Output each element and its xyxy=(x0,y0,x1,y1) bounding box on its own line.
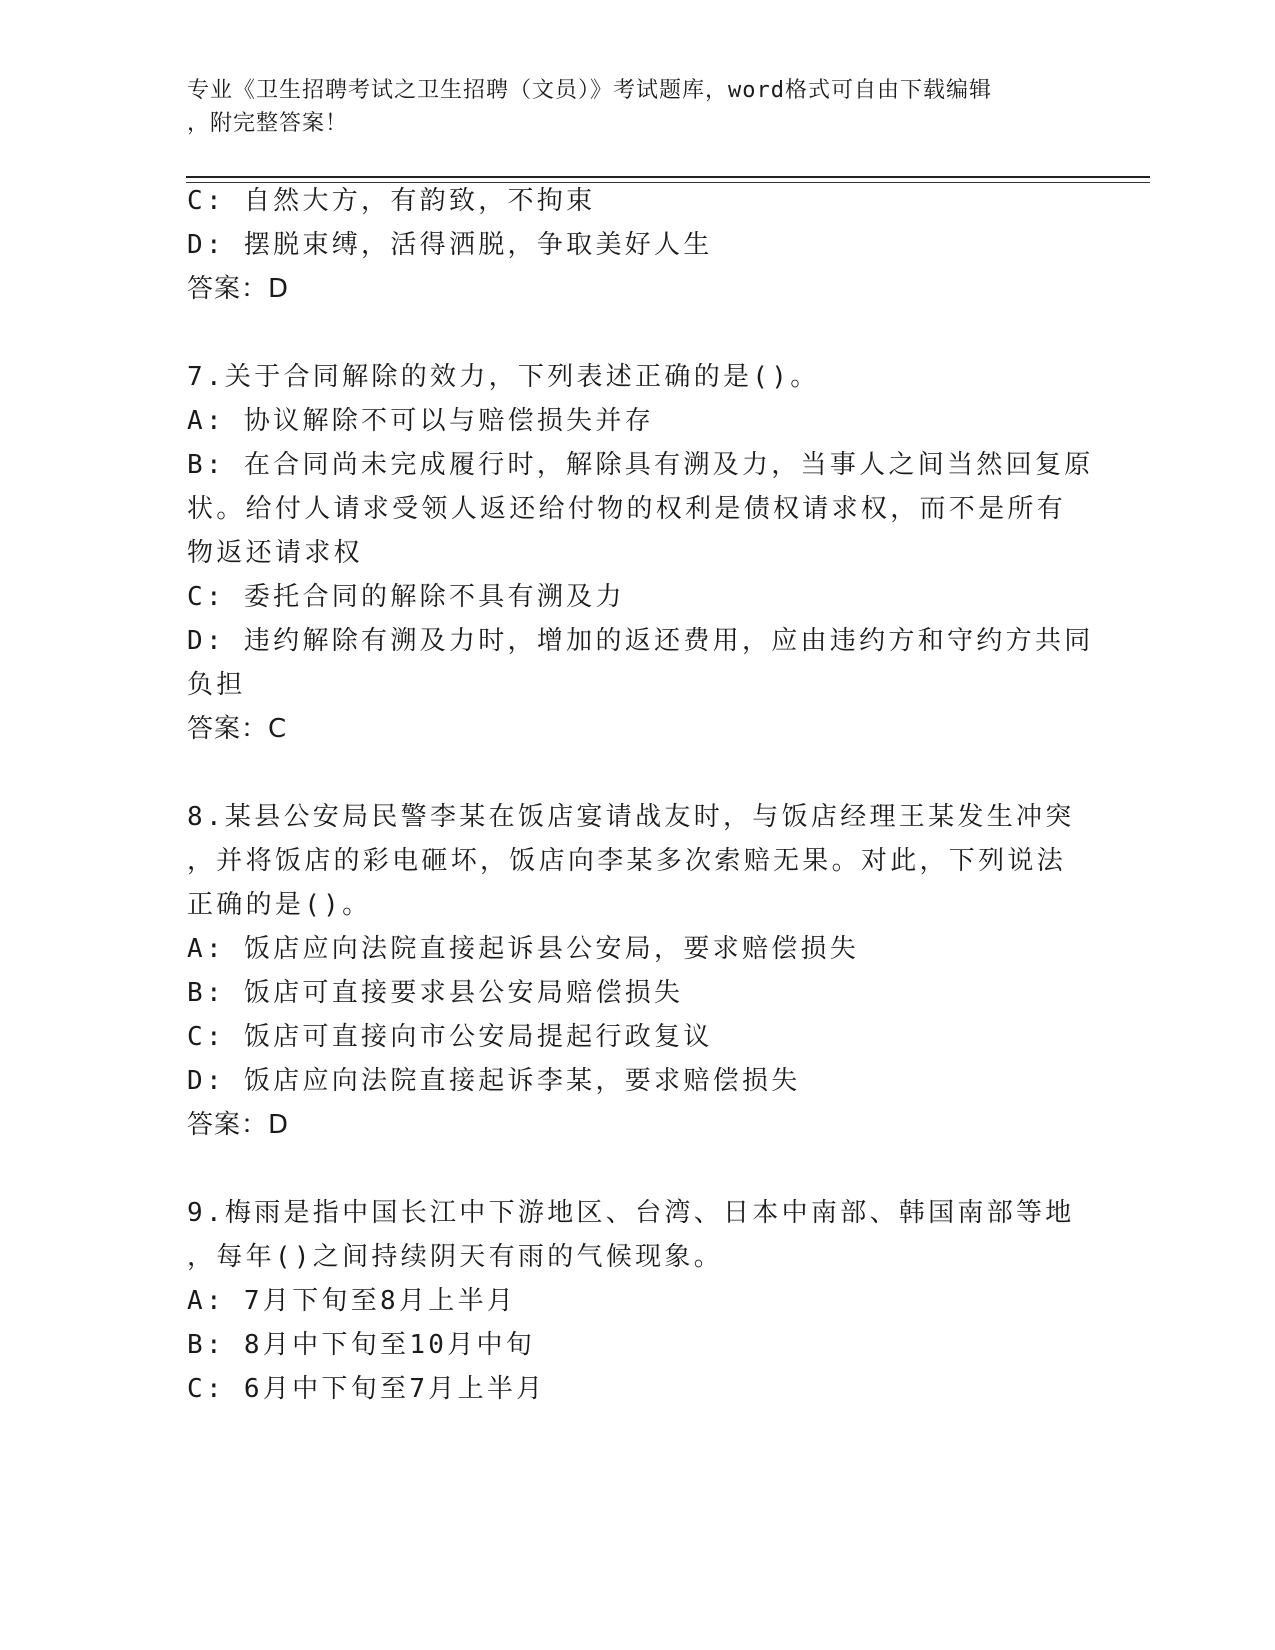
question-7-option-a: A: 协议解除不可以与赔偿损失并存 xyxy=(187,406,655,436)
header-divider-thick xyxy=(186,176,1150,178)
question-8-stem-line-2: ，并将饭店的彩电砸坏，饭店向李某多次索赔无果。对此，下列说法 xyxy=(187,846,1067,876)
question-7-answer: 答案：C xyxy=(187,714,288,744)
question-7-option-b-line-2: 状。给付人请求受领人返还给付物的权利是债权请求权，而不是所有 xyxy=(187,494,1067,524)
question-8-option-b: B: 饭店可直接要求县公安局赔偿损失 xyxy=(187,978,684,1008)
question-8-stem-line-1: 8.某县公安局民警李某在饭店宴请战友时，与饭店经理王某发生冲突 xyxy=(187,802,1075,832)
question-9-stem-line-2: ，每年()之间持续阴天有雨的气候现象。 xyxy=(187,1242,724,1272)
question-8-option-a: A: 饭店应向法院直接起诉县公安局，要求赔偿损失 xyxy=(187,934,860,964)
question-7-stem: 7.关于合同解除的效力，下列表述正确的是()。 xyxy=(187,362,820,392)
option-d: D: 摆脱束缚，活得洒脱，争取美好人生 xyxy=(187,230,713,260)
question-8-option-c: C: 饭店可直接向市公安局提起行政复议 xyxy=(187,1022,713,1052)
question-7-option-b-line-3: 物返还请求权 xyxy=(187,538,363,568)
header-line-1: 专业《卫生招聘考试之卫生招聘（文员）》考试题库，word格式可自由下载编辑 xyxy=(187,78,992,103)
header-line-2: ，附完整答案！ xyxy=(187,111,349,136)
question-8-stem-line-3: 正确的是()。 xyxy=(187,890,372,920)
question-9-stem-line-1: 9.梅雨是指中国长江中下游地区、台湾、日本中南部、韩国南部等地 xyxy=(187,1198,1075,1228)
question-9-option-b: B: 8月中下旬至10月中旬 xyxy=(187,1330,536,1360)
document-header xyxy=(187,74,1067,140)
question-7-option-b-line-1: B: 在合同尚未完成履行时，解除具有溯及力，当事人之间当然回复原 xyxy=(187,450,1094,480)
question-7-option-d-line-2: 负担 xyxy=(187,670,246,700)
question-7-option-c: C: 委托合同的解除不具有溯及力 xyxy=(187,582,625,612)
option-c: C: 自然大方，有韵致，不拘束 xyxy=(187,186,596,216)
question-7-option-d-line-1: D: 违约解除有溯及力时，增加的返还费用，应由违约方和守约方共同 xyxy=(187,626,1094,656)
question-9-option-a: A: 7月下旬至8月上半月 xyxy=(187,1286,517,1316)
question-9-option-c: C: 6月中下旬至7月上半月 xyxy=(187,1374,546,1404)
question-8-option-d: D: 饭店应向法院直接起诉李某，要求赔偿损失 xyxy=(187,1066,801,1096)
question-8-answer: 答案：D xyxy=(187,1110,290,1140)
answer-line: 答案：D xyxy=(187,274,290,304)
